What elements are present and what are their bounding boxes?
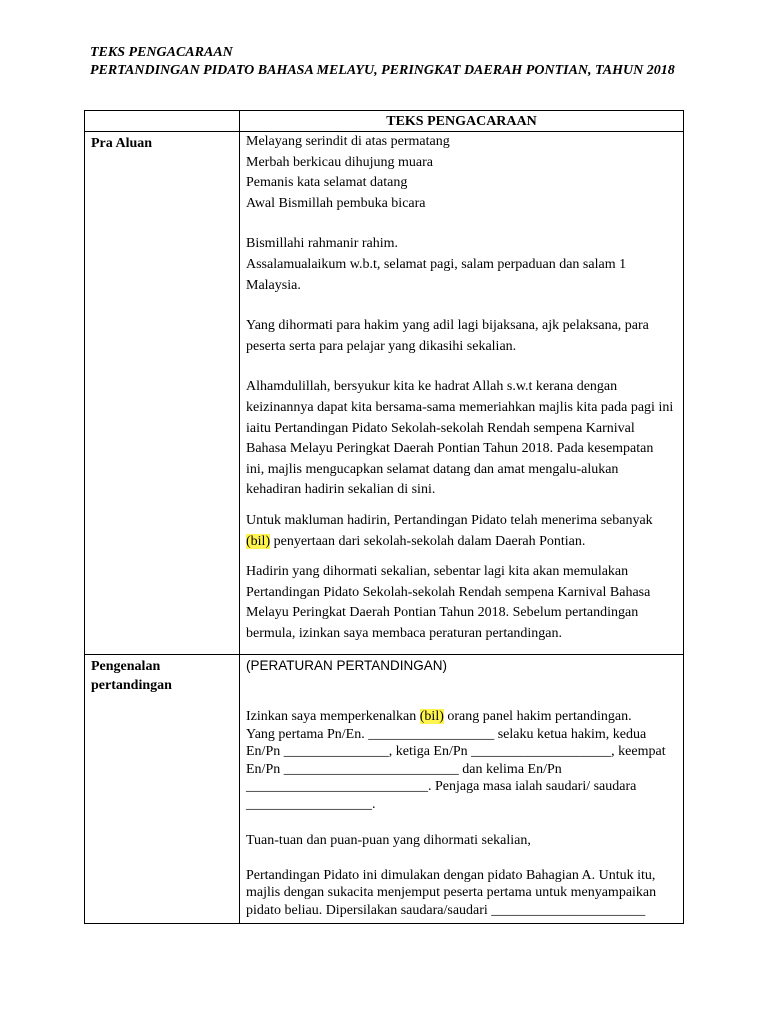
entries-text-end: penyertaan dari sekolah-sekolah dalam Daerah Pontian. (270, 533, 586, 549)
invite-paragraph (246, 867, 675, 920)
entries-text: Untuk makluman hadirin, Pertandingan Pidato telah menerima sebanyak (246, 512, 653, 528)
greeting-paragraph (246, 234, 675, 296)
script-table (84, 110, 684, 924)
gratitude-paragraph: Alhamdulillah, bersyukur kita ke hadrat Allah s.w.t kerana dengan keizinannya dapat kita bersama-sama memeriahkan majlis kita pada pagi ini iaitu Pertandingan Pidato Sekolah-sekolah Rendah sempena Karnival Bahasa Melayu Peringkat Daerah Pontian Tahun 2018. Pada kesempatan ini, majlis mengucapkan selamat datang dan amat mengalu-alukan kehadiran hadirin sekalian di sini. (246, 379, 674, 498)
label-line: pertandingan (91, 678, 172, 694)
bismillah-line: Bismillahi rahmanir rahim. (246, 236, 399, 252)
content-pengenalan (240, 655, 684, 924)
pantun (246, 132, 675, 214)
panel-intro-end: orang panel hakim pertandingan. (443, 709, 632, 725)
panel-line: En/Pn _________________________ dan kelima En/Pn (246, 761, 562, 777)
panel-intro (246, 708, 675, 726)
panel-line: En/Pn _______________, ketiga En/Pn ____________________, keempat (246, 744, 666, 760)
panel-line: __________________. (246, 796, 376, 812)
doc-title: TEKS PENGACARAAN (90, 45, 233, 60)
pantun-line: Merbah berkicau dihujung muara (246, 154, 433, 170)
content-pra-aluan (240, 132, 684, 655)
table-row-pra-aluan (85, 132, 684, 655)
panel-line: __________________________. Penjaga masa ialah saudari/ saudara (246, 779, 637, 795)
label-line: Pengenalan (91, 659, 161, 675)
label-pra-aluan: Pra Aluan (85, 132, 240, 655)
address-line: Tuan-tuan dan puan-puan yang dihormati sekalian, (246, 833, 531, 849)
pantun-line: Pemanis kata selamat datang (246, 175, 408, 191)
salam-line: Assalamualaikum w.b.t, selamat pagi, salam perpaduan dan salam 1 Malaysia. (246, 256, 627, 293)
table-heading: TEKS PENGACARAAN (240, 111, 684, 132)
panel-paragraph (246, 708, 675, 813)
table-row-pengenalan (85, 655, 684, 924)
invite-line: pidato beliau. Dipersilakan saudara/saudari ______________________ (246, 902, 646, 918)
invite-line: Pertandingan Pidato ini dimulakan dengan pidato Bahagian A. Untuk itu, (246, 867, 656, 883)
table-header-row (85, 111, 684, 132)
entries-paragraph (246, 511, 675, 552)
bil-placeholder: (bil) (419, 709, 444, 725)
label-pengenalan (85, 655, 240, 924)
panel-intro-text: Izinkan saya memperkenalkan (246, 709, 420, 725)
respect-paragraph: Yang dihormati para hakim yang adil lagi bijaksana, ajk pelaksana, para peserta serta para pelajar yang dikasihi sekalian. (246, 318, 649, 354)
pantun-line: Melayang serindit di atas permatang (246, 134, 450, 149)
pantun-line: Awal Bismillah pembuka bicara (246, 195, 426, 211)
doc-subtitle: PERTANDINGAN PIDATO BAHASA MELAYU, PERINGKAT DAERAH PONTIAN, TAHUN 2018 (90, 63, 675, 78)
invite-line: majlis dengan sukacita menjemput peserta pertama untuk menyampaikan (246, 885, 657, 901)
bil-placeholder: (bil) (246, 533, 271, 549)
rules-heading: (PERATURAN PERTANDINGAN) (246, 658, 448, 674)
panel-line: Yang pertama Pn/En. __________________ selaku ketua hakim, kedua (246, 726, 647, 742)
opening-paragraph: Hadirin yang dihormati sekalian, sebentar lagi kita akan memulakan Pertandingan Pidato Sekolah-sekolah Rendah sempena Karnival Bahasa Melayu Peringkat Daerah Pontian Tahun 2018. Sebelum pertandingan bermula, izinkan saya membaca peraturan pertandingan. (246, 564, 651, 641)
header-empty-cell (85, 111, 240, 132)
document-header (90, 44, 675, 80)
